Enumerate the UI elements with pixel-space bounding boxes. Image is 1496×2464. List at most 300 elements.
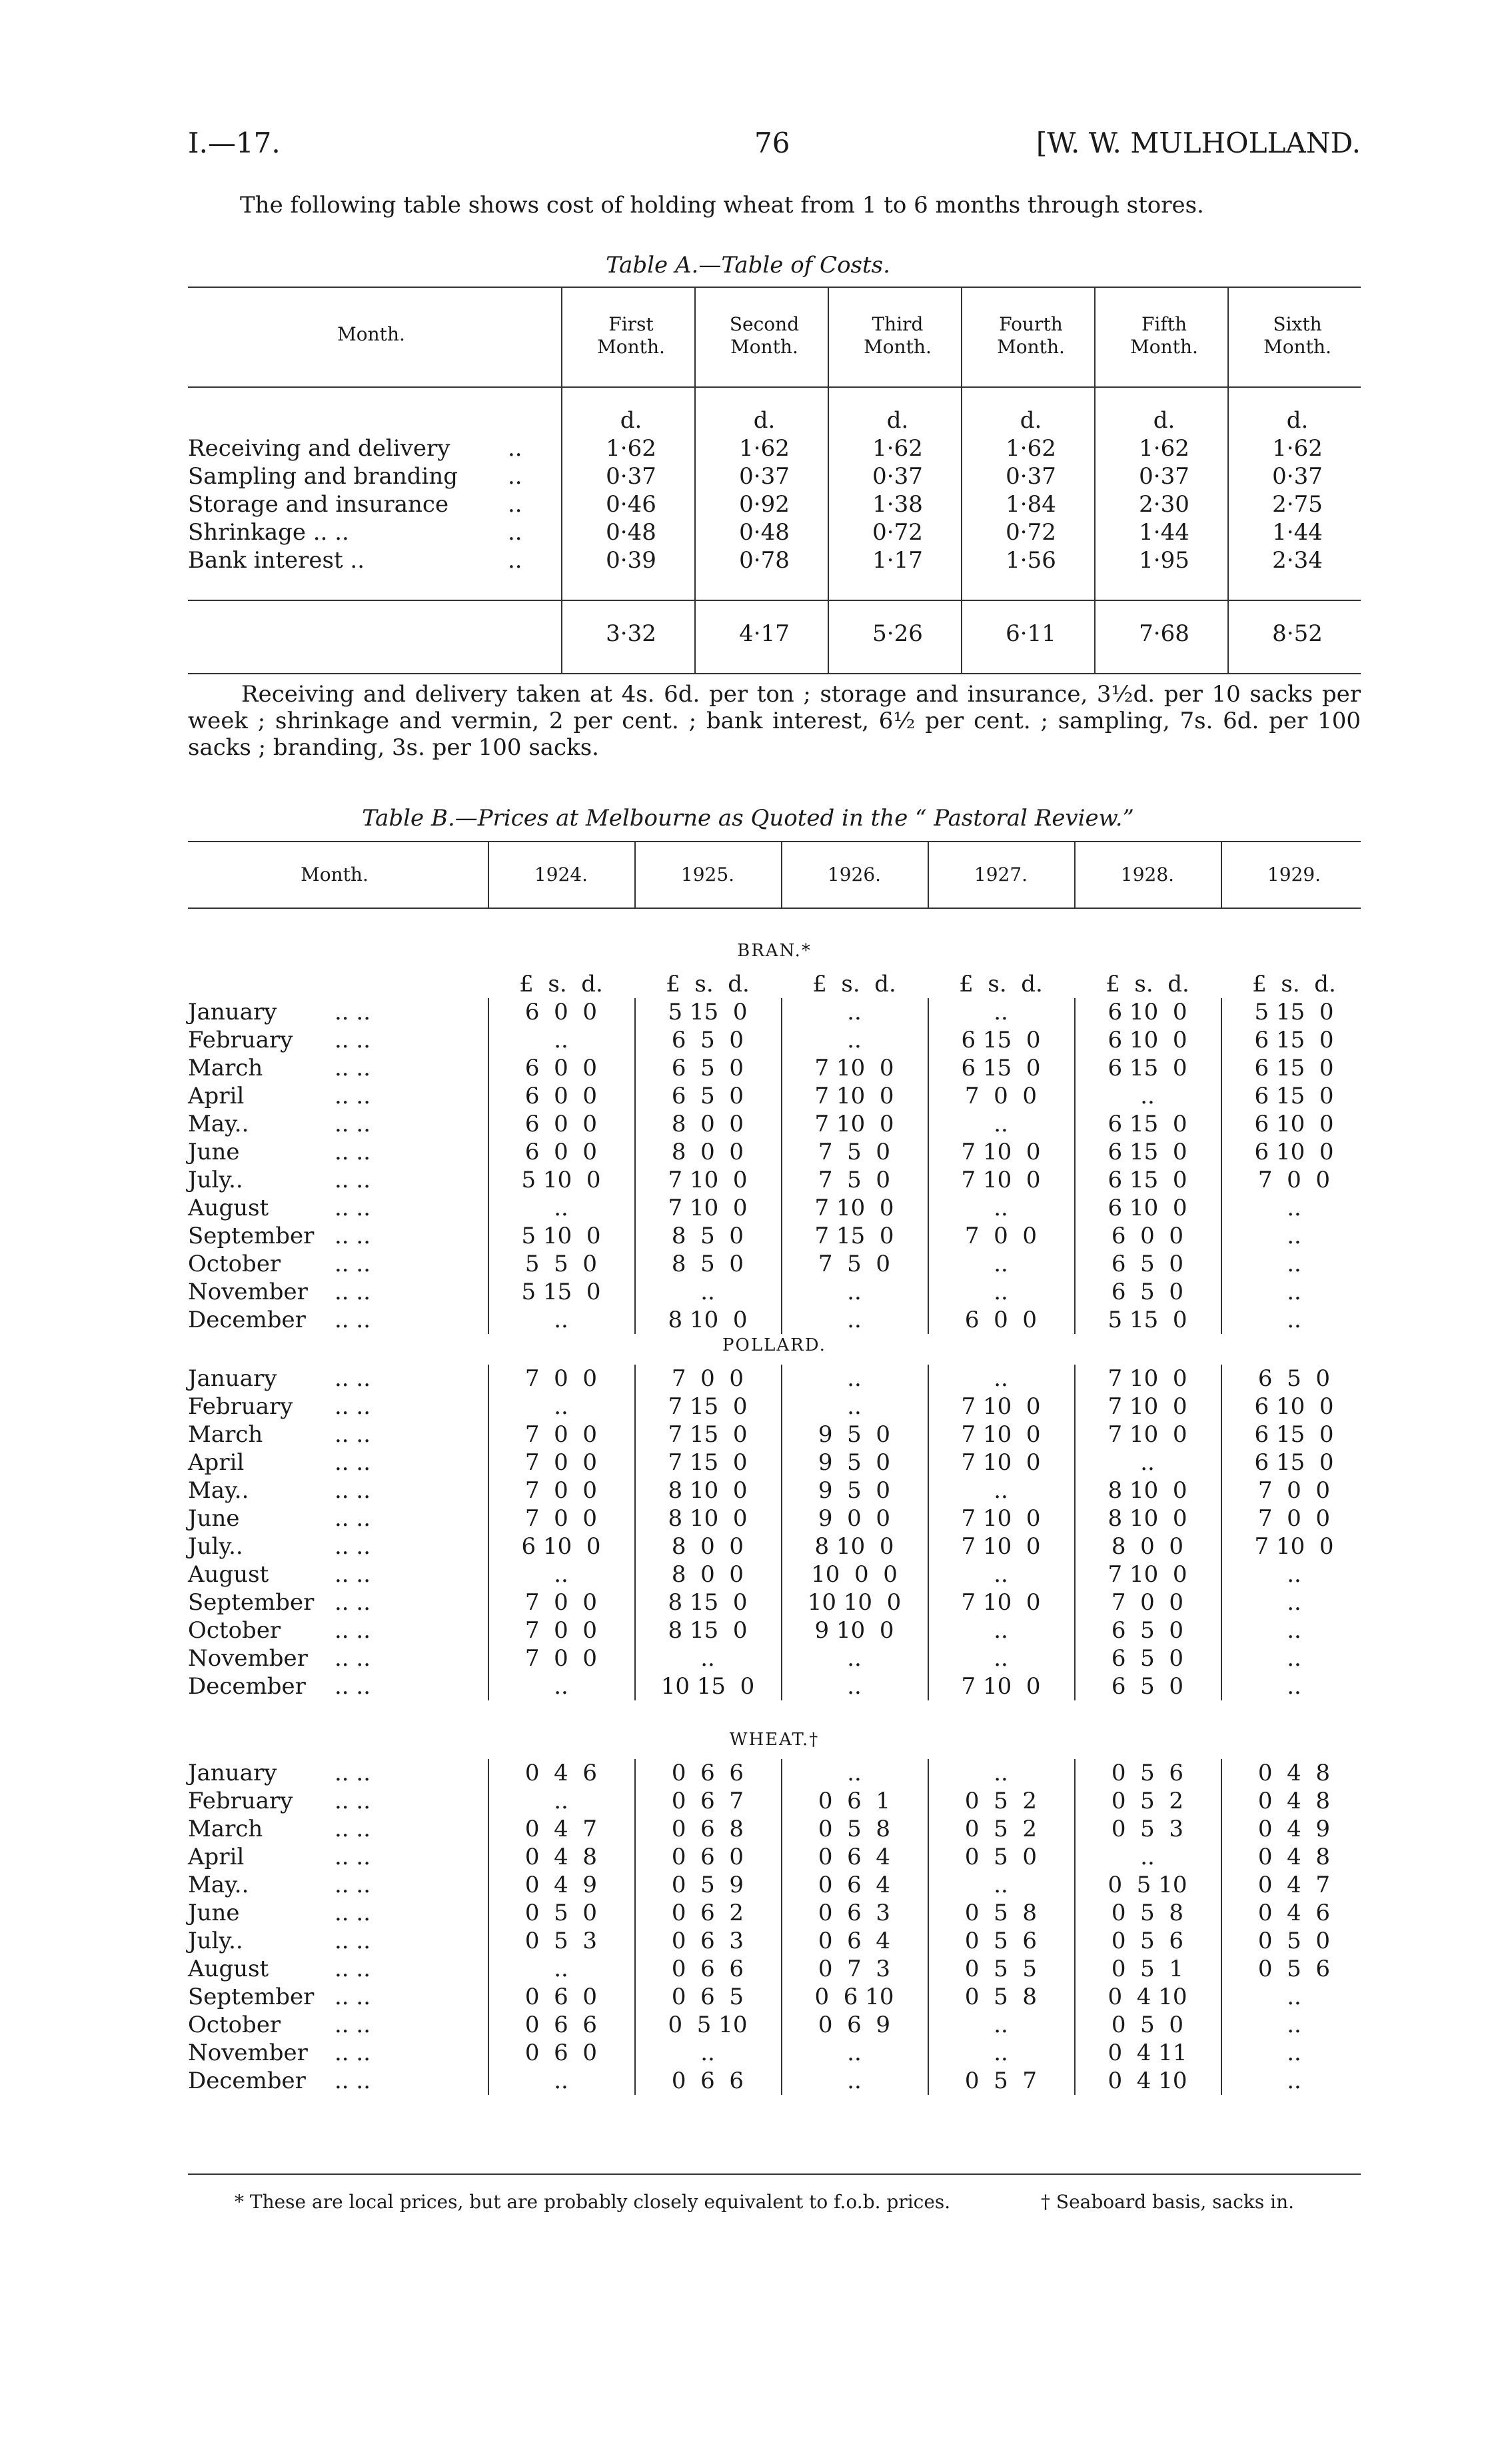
table-b-cell: .. — [554, 1673, 568, 1700]
table-b — [188, 841, 1361, 2173]
table-b-cell: 0 6 4 — [818, 1872, 891, 1898]
table-b-cell: .. — [994, 1617, 1008, 1644]
table-b-cell: 9 0 0 — [818, 1505, 891, 1532]
table-b-year-header: 1929. — [1267, 864, 1321, 886]
table-b-cell: 7 0 0 — [671, 1365, 744, 1392]
table-b-cell: 0 5 0 — [1111, 2012, 1184, 2038]
table-b-cell: .. — [994, 1251, 1008, 1277]
table-b-cell: 7 10 0 — [1108, 1421, 1187, 1448]
table-b-cell: 6 5 0 — [671, 1055, 744, 1081]
table-b-month: November — [188, 1645, 308, 1672]
table-b-cell: 0 4 8 — [524, 1844, 598, 1870]
costs-note-text: Receiving and delivery taken at 4s. 6d. per ton ; storage and insurance, 3½d. per 10 sacks per week ; shrinkage and vermin, 2 per cent. ; bank interest, 6½ per cent. ; sampling, 7s. 6d. per 100 sacks ; branding, 3s. per 100 sacks. — [188, 681, 1361, 761]
table-b-cell: 7 5 0 — [818, 1167, 891, 1193]
table-b-cell: 0 5 0 — [524, 1900, 598, 1926]
table-b-cell: 8 15 0 — [668, 1589, 748, 1616]
table-b-cell: 0 6 7 — [671, 1788, 744, 1814]
table-b-month-dots: .. .. — [335, 2012, 371, 2038]
table-b-cell: 6 10 0 — [521, 1533, 601, 1560]
table-b-row — [188, 1927, 1361, 1955]
table-b-row — [188, 1306, 1361, 1334]
table-b-cell: 0 6 5 — [671, 1984, 744, 2010]
table-b-cell: 7 15 0 — [814, 1223, 894, 1249]
table-b-currency: £ s. d. — [812, 971, 896, 997]
table-b-cell: 7 0 0 — [1257, 1477, 1331, 1504]
table-b-month-dots: .. .. — [335, 1365, 371, 1392]
table-b-cell: 6 10 0 — [1254, 1111, 1334, 1137]
table-b-cell: 6 15 0 — [1108, 1167, 1187, 1193]
table-b-header-rule — [188, 908, 1361, 909]
table-b-month-dots: .. .. — [335, 1760, 371, 1786]
table-b-cell: .. — [1287, 1279, 1301, 1305]
table-b-section-title: BRAN.* — [737, 941, 812, 961]
table-a-row-dots: .. — [508, 519, 522, 546]
table-b-cell: 0 6 2 — [671, 1900, 744, 1926]
table-b-row — [188, 1815, 1361, 1843]
table-b-row — [188, 1421, 1361, 1449]
table-b-cell: 7 10 0 — [961, 1449, 1041, 1476]
footnotes — [188, 2173, 1361, 2213]
table-b-cell: .. — [554, 1195, 568, 1221]
table-b-row — [188, 1082, 1361, 1110]
table-b-row — [188, 1616, 1361, 1644]
author-name: [W. W. MULHOLLAND. — [1036, 127, 1361, 159]
table-b-cell: 6 5 0 — [671, 1027, 744, 1053]
table-b-cell: 7 0 0 — [964, 1083, 1038, 1109]
table-b-cell: 7 0 0 — [524, 1645, 598, 1672]
table-b-row — [188, 1026, 1361, 1054]
table-a-cell: 1·38 — [872, 491, 923, 518]
table-a-col-divider — [1227, 287, 1229, 673]
table-b-cell: 7 0 0 — [524, 1477, 598, 1504]
table-a-row-dots: .. — [508, 547, 522, 574]
table-b-cell: 7 10 0 — [961, 1673, 1041, 1700]
table-b-month: September — [188, 1984, 315, 2010]
table-a-cell: 1·62 — [1006, 435, 1056, 462]
table-b-row — [188, 1672, 1361, 1700]
table-b-row — [188, 1054, 1361, 1082]
footnote-local-prices: * These are local prices, but are probably closely equivalent to f.o.b. prices. — [235, 2191, 951, 2213]
table-b-cell: 7 0 0 — [524, 1421, 598, 1448]
table-a-col-divider — [828, 287, 829, 673]
table-a-unit: d. — [1286, 407, 1309, 434]
table-b-month-dots: .. .. — [335, 1589, 371, 1616]
table-a-cell: 0·37 — [1139, 463, 1189, 490]
table-b-cell: 0 6 6 — [671, 2068, 744, 2094]
table-a-cell: 2·75 — [1272, 491, 1323, 518]
table-b-month: April — [188, 1083, 245, 1109]
table-b-cell: 0 5 6 — [1111, 1760, 1184, 1786]
table-b-row — [188, 1899, 1361, 1927]
table-b-cell: 0 5 0 — [1257, 1928, 1331, 1954]
table-b-month: May.. — [188, 1111, 249, 1137]
table-a-unit: d. — [620, 407, 642, 434]
table-b-cell: 8 5 0 — [671, 1251, 744, 1277]
table-b-cell: .. — [847, 1645, 862, 1672]
table-b-cell: .. — [1287, 1251, 1301, 1277]
table-a-cell: 1·62 — [1272, 435, 1323, 462]
table-b-cell: 0 5 2 — [964, 1788, 1038, 1814]
table-b-row — [188, 1644, 1361, 1672]
table-b-cell: .. — [1140, 1083, 1155, 1109]
table-b-cell: .. — [847, 1760, 862, 1786]
table-b-cell: 7 5 0 — [818, 1139, 891, 1165]
table-b-month-dots: .. .. — [335, 1251, 371, 1277]
table-b-cell: 0 4 10 — [1108, 1984, 1187, 2010]
table-a-cell: 0·37 — [739, 463, 790, 490]
table-b-month: July.. — [188, 1928, 243, 1954]
table-b-cell: 5 15 0 — [668, 999, 748, 1025]
table-a-cell: 1·84 — [1006, 491, 1056, 518]
table-b-month-dots: .. .. — [335, 1533, 371, 1560]
table-a-cell: 0·39 — [606, 547, 656, 574]
table-b-cell: 8 10 0 — [1108, 1505, 1187, 1532]
table-b-month: January — [188, 1760, 277, 1786]
table-b-cell: .. — [847, 2068, 862, 2094]
table-b-cell: 7 0 0 — [1257, 1167, 1331, 1193]
table-b-cell: .. — [554, 1561, 568, 1588]
table-b-cell: 0 5 8 — [1111, 1900, 1184, 1926]
table-b-cell: 0 6 3 — [671, 1928, 744, 1954]
table-b-cell: 0 5 8 — [818, 1816, 891, 1842]
table-b-cell: 7 10 0 — [814, 1195, 894, 1221]
table-b-cell: 7 10 0 — [961, 1167, 1041, 1193]
table-b-month: March — [188, 1421, 263, 1448]
table-b-cell: 8 15 0 — [668, 1617, 748, 1644]
footnote-rule — [188, 2173, 1361, 2175]
table-b-cell: 7 10 0 — [961, 1589, 1041, 1616]
table-b-cell: 7 0 0 — [524, 1505, 598, 1532]
table-b-cell: .. — [994, 1561, 1008, 1588]
table-b-cell: 6 0 0 — [964, 1307, 1038, 1333]
table-b-cell: 0 5 6 — [1257, 1956, 1331, 1982]
table-a-cell: 0·37 — [1006, 463, 1056, 490]
table-a-row-label: Bank interest .. — [188, 547, 365, 574]
table-b-cell: 0 6 0 — [671, 1844, 744, 1870]
table-b-month: March — [188, 1055, 263, 1081]
table-b-cell: 7 10 0 — [1108, 1561, 1187, 1588]
table-b-cell: .. — [1287, 1617, 1301, 1644]
table-b-month-dots: .. .. — [335, 1307, 371, 1333]
table-b-cell: 0 5 6 — [964, 1928, 1038, 1954]
table-b-row — [188, 998, 1361, 1026]
table-b-month-dots: .. .. — [335, 1027, 371, 1053]
table-b-month: July.. — [188, 1167, 243, 1193]
table-b-cell: 7 10 0 — [814, 1111, 894, 1137]
table-b-month: May.. — [188, 1872, 249, 1898]
table-b-cell: 0 5 1 — [1111, 1956, 1184, 1982]
table-b-cell: 6 0 0 — [524, 1111, 598, 1137]
table-b-month: January — [188, 1365, 277, 1392]
table-b-cell: .. — [847, 1027, 862, 1053]
table-b-cell: 7 0 0 — [964, 1223, 1038, 1249]
table-b-row — [188, 1222, 1361, 1250]
table-b-month: March — [188, 1816, 263, 1842]
table-a-row-label: Sampling and branding — [188, 463, 458, 490]
table-a-cell: 0·92 — [739, 491, 790, 518]
table-b-cell: 6 5 0 — [1111, 1645, 1184, 1672]
table-a-total-rule — [188, 600, 1361, 601]
table-a-row-dots: .. — [508, 435, 522, 462]
table-b-month-dots: .. .. — [335, 1617, 371, 1644]
table-b-cell: .. — [1140, 1449, 1155, 1476]
table-b-cell: 6 10 0 — [1254, 1393, 1334, 1420]
table-b-cell: 7 10 0 — [961, 1421, 1041, 1448]
table-b-month-dots: .. .. — [335, 1788, 371, 1814]
table-b-currency: £ s. d. — [1106, 971, 1189, 997]
table-a-total: 5·26 — [872, 620, 923, 647]
table-b-month: August — [188, 1956, 269, 1982]
table-b-cell: 5 15 0 — [1108, 1307, 1187, 1333]
table-b-cell: 7 0 0 — [524, 1365, 598, 1392]
table-a-col-header: Fourth Month. — [997, 313, 1065, 358]
table-b-cell: .. — [847, 1393, 862, 1420]
table-b-month: February — [188, 1393, 293, 1420]
table-a-caption: Table A.—Table of Costs. — [606, 252, 890, 279]
table-b-top-rule — [188, 841, 1361, 842]
table-b-cell: 0 5 8 — [964, 1984, 1038, 2010]
table-b-cell: 5 5 0 — [524, 1251, 598, 1277]
table-b-cell: 6 15 0 — [961, 1055, 1041, 1081]
table-b-cell: .. — [994, 2040, 1008, 2066]
table-a-row-label: Storage and insurance — [188, 491, 449, 518]
table-b-cell: .. — [1287, 1645, 1301, 1672]
table-b-cell: 0 6 6 — [671, 1956, 744, 1982]
table-b-row — [188, 1393, 1361, 1421]
table-b-cell: .. — [994, 999, 1008, 1025]
table-b-cell: 6 10 0 — [1254, 1139, 1334, 1165]
table-b-month-dots: .. .. — [335, 1083, 371, 1109]
table-b-cell: 6 0 0 — [524, 999, 598, 1025]
table-b-section-title: WHEAT.† — [729, 1730, 820, 1750]
table-a-total: 7·68 — [1139, 620, 1189, 647]
table-b-month-dots: .. .. — [335, 1055, 371, 1081]
table-a-col-divider — [694, 287, 696, 673]
table-b-cell: 0 4 6 — [524, 1760, 598, 1786]
table-b-cell: 0 6 3 — [818, 1900, 891, 1926]
table-b-cell: 0 7 3 — [818, 1956, 891, 1982]
table-a-unit: d. — [886, 407, 909, 434]
table-b-cell: .. — [554, 1393, 568, 1420]
table-a-top-rule — [188, 287, 1361, 288]
table-b-cell: 7 0 0 — [524, 1449, 598, 1476]
table-b-currency: £ s. d. — [959, 971, 1043, 997]
table-b-month: June — [188, 1900, 240, 1926]
costs-note — [188, 681, 1361, 761]
table-b-col-divider — [781, 841, 782, 908]
table-b-month: June — [188, 1139, 240, 1165]
table-b-cell: 0 6 9 — [818, 2012, 891, 2038]
table-b-cell: .. — [554, 1956, 568, 1982]
table-b-month-dots: .. .. — [335, 1393, 371, 1420]
table-b-month: November — [188, 1279, 308, 1305]
table-b-cell: 6 5 0 — [1257, 1365, 1331, 1392]
table-b-cell: 0 5 8 — [964, 1900, 1038, 1926]
table-b-cell: .. — [994, 1477, 1008, 1504]
table-b-cell: 0 6 4 — [818, 1928, 891, 1954]
table-b-cell: 9 5 0 — [818, 1449, 891, 1476]
table-b-cell: 8 10 0 — [668, 1307, 748, 1333]
table-b-col-divider — [1074, 841, 1076, 908]
table-b-year-header: 1924. — [534, 864, 588, 886]
table-b-currency: £ s. d. — [1252, 971, 1336, 997]
table-b-cell: 0 6 4 — [818, 1844, 891, 1870]
table-b-month-dots: .. .. — [335, 2068, 371, 2094]
table-b-cell: .. — [994, 1645, 1008, 1672]
table-a-cell: 1·17 — [872, 547, 923, 574]
table-a-cell: 0·37 — [606, 463, 656, 490]
table-b-cell: 6 5 0 — [1111, 1673, 1184, 1700]
table-b-month-dots: .. .. — [335, 1223, 371, 1249]
table-b-row — [188, 1250, 1361, 1278]
table-b-cell: 0 6 10 — [814, 1984, 894, 2010]
table-b-cell: 0 5 6 — [1111, 1928, 1184, 1954]
table-b-cell: 8 5 0 — [671, 1223, 744, 1249]
table-b-cell: .. — [700, 2040, 715, 2066]
table-b-cell: 9 5 0 — [818, 1477, 891, 1504]
table-b-cell: .. — [1287, 1589, 1301, 1616]
table-b-cell: 6 15 0 — [1254, 1083, 1334, 1109]
table-a-cell: 1·44 — [1272, 519, 1323, 546]
table-b-row — [188, 1138, 1361, 1166]
table-b-cell: .. — [554, 2068, 568, 2094]
table-b-cell: 6 15 0 — [1254, 1027, 1334, 1053]
table-a-header-rule — [188, 386, 1361, 388]
table-a-cell: 2·30 — [1139, 491, 1189, 518]
table-b-month-dots: .. .. — [335, 1421, 371, 1448]
table-b-row — [188, 2011, 1361, 2039]
table-b-col-divider — [488, 841, 489, 908]
table-b-month-dots: .. .. — [335, 1561, 371, 1588]
table-b-month-dots: .. .. — [335, 1111, 371, 1137]
table-a-cell: 1·95 — [1139, 547, 1189, 574]
table-b-cell: 0 4 7 — [1257, 1872, 1331, 1898]
table-a-row-label: Receiving and delivery — [188, 435, 450, 462]
table-b-cell: 10 10 0 — [807, 1589, 902, 1616]
table-b-month-dots: .. .. — [335, 999, 371, 1025]
table-b-month-dots: .. .. — [335, 1844, 371, 1870]
table-b-month-dots: .. .. — [335, 1928, 371, 1954]
table-a-unit: d. — [1020, 407, 1042, 434]
table-a-col-header: Sixth Month. — [1263, 313, 1331, 358]
table-b-cell: 0 6 6 — [671, 1760, 744, 1786]
table-b-cell: 8 0 0 — [671, 1533, 744, 1560]
table-b-cell: 0 4 11 — [1108, 2040, 1187, 2066]
table-a-row-label: Shrinkage .. .. — [188, 519, 349, 546]
table-b-row — [188, 1477, 1361, 1505]
table-b-month-dots: .. .. — [335, 1139, 371, 1165]
table-b-month-dots: .. .. — [335, 1167, 371, 1193]
table-a-bottom-rule — [188, 673, 1361, 674]
table-b-cell: 7 10 0 — [1108, 1393, 1187, 1420]
table-b-cell: 8 10 0 — [668, 1477, 748, 1504]
table-b-row — [188, 2039, 1361, 2067]
intro-text: The following table shows cost of holding wheat from 1 to 6 months through stores. — [240, 192, 1204, 219]
table-b-cell: 6 0 0 — [1111, 1223, 1184, 1249]
table-b-row — [188, 1505, 1361, 1533]
table-b-month-dots: .. .. — [335, 1673, 371, 1700]
table-b-cell: 5 15 0 — [521, 1279, 601, 1305]
table-a-cell: 0·78 — [739, 547, 790, 574]
table-b-cell: 7 10 0 — [668, 1167, 748, 1193]
table-b-cell: .. — [1140, 1844, 1155, 1870]
table-a-row-dots: .. — [508, 463, 522, 490]
table-b-cell: 7 10 0 — [668, 1195, 748, 1221]
table-b-cell: 8 10 0 — [668, 1505, 748, 1532]
table-b-month: December — [188, 2068, 306, 2094]
table-a-total: 6·11 — [1006, 620, 1056, 647]
table-b-cell: 6 5 0 — [1111, 1617, 1184, 1644]
table-b-cell: 7 10 0 — [961, 1533, 1041, 1560]
table-b-cell: .. — [1287, 1561, 1301, 1588]
table-b-month: October — [188, 2012, 281, 2038]
table-b-row — [188, 1759, 1361, 1787]
table-b-cell: 0 4 8 — [1257, 1844, 1331, 1870]
table-b-month: February — [188, 1788, 293, 1814]
table-a-unit: d. — [1153, 407, 1175, 434]
table-b-month: June — [188, 1505, 240, 1532]
table-b-month-dots: .. .. — [335, 1816, 371, 1842]
table-b-cell: 7 10 0 — [961, 1139, 1041, 1165]
table-b-month: December — [188, 1673, 306, 1700]
table-b-cell: 0 6 0 — [524, 1984, 598, 2010]
table-b-cell: 7 5 0 — [818, 1251, 891, 1277]
table-b-cell: .. — [1287, 2040, 1301, 2066]
table-a-cell: 0·72 — [1006, 519, 1056, 546]
table-b-cell: 6 15 0 — [1108, 1111, 1187, 1137]
table-b-cell: .. — [700, 1645, 715, 1672]
table-b-month-dots: .. .. — [335, 1449, 371, 1476]
table-b-month: October — [188, 1617, 281, 1644]
table-b-cell: 0 4 10 — [1108, 2068, 1187, 2094]
table-a-cell: 1·62 — [606, 435, 656, 462]
table-a-cell: 0·46 — [606, 491, 656, 518]
table-b-cell: 7 10 0 — [1108, 1365, 1187, 1392]
table-b-row — [188, 1560, 1361, 1588]
table-b-cell: 0 5 0 — [964, 1844, 1038, 1870]
table-b-row — [188, 2067, 1361, 2095]
table-b-cell: 8 10 0 — [814, 1533, 894, 1560]
table-b-cell: .. — [847, 1279, 862, 1305]
table-a-cell: 1·62 — [872, 435, 923, 462]
table-b-cell: 7 0 0 — [1111, 1589, 1184, 1616]
table-b-row — [188, 1843, 1361, 1871]
table-a-cell: 1·44 — [1139, 519, 1189, 546]
table-b-cell: 0 5 3 — [524, 1928, 598, 1954]
table-b-cell: 7 15 0 — [668, 1421, 748, 1448]
table-b-month-dots: .. .. — [335, 1279, 371, 1305]
table-b-month: September — [188, 1223, 315, 1249]
table-b-cell: 0 4 6 — [1257, 1900, 1331, 1926]
table-b-row — [188, 1278, 1361, 1306]
table-b-month: August — [188, 1195, 269, 1221]
table-b-cell: 6 15 0 — [1254, 1421, 1334, 1448]
table-b-month: November — [188, 2040, 308, 2066]
table-b-cell: 8 10 0 — [1108, 1477, 1187, 1504]
table-b-cell: .. — [847, 1673, 862, 1700]
table-b-cell: 6 15 0 — [1254, 1449, 1334, 1476]
footnote-seaboard: † Seaboard basis, sacks in. — [1041, 2191, 1295, 2213]
table-b-cell: 5 10 0 — [521, 1167, 601, 1193]
table-a-month-header: Month. — [337, 323, 405, 345]
table-b-month: September — [188, 1589, 315, 1616]
table-b-cell: .. — [847, 999, 862, 1025]
table-b-year-header: 1928. — [1120, 864, 1175, 886]
table-b-month-dots: .. .. — [335, 1900, 371, 1926]
table-b-row — [188, 1449, 1361, 1477]
table-a-col-header: Fifth Month. — [1130, 313, 1198, 358]
table-b-row — [188, 1787, 1361, 1815]
